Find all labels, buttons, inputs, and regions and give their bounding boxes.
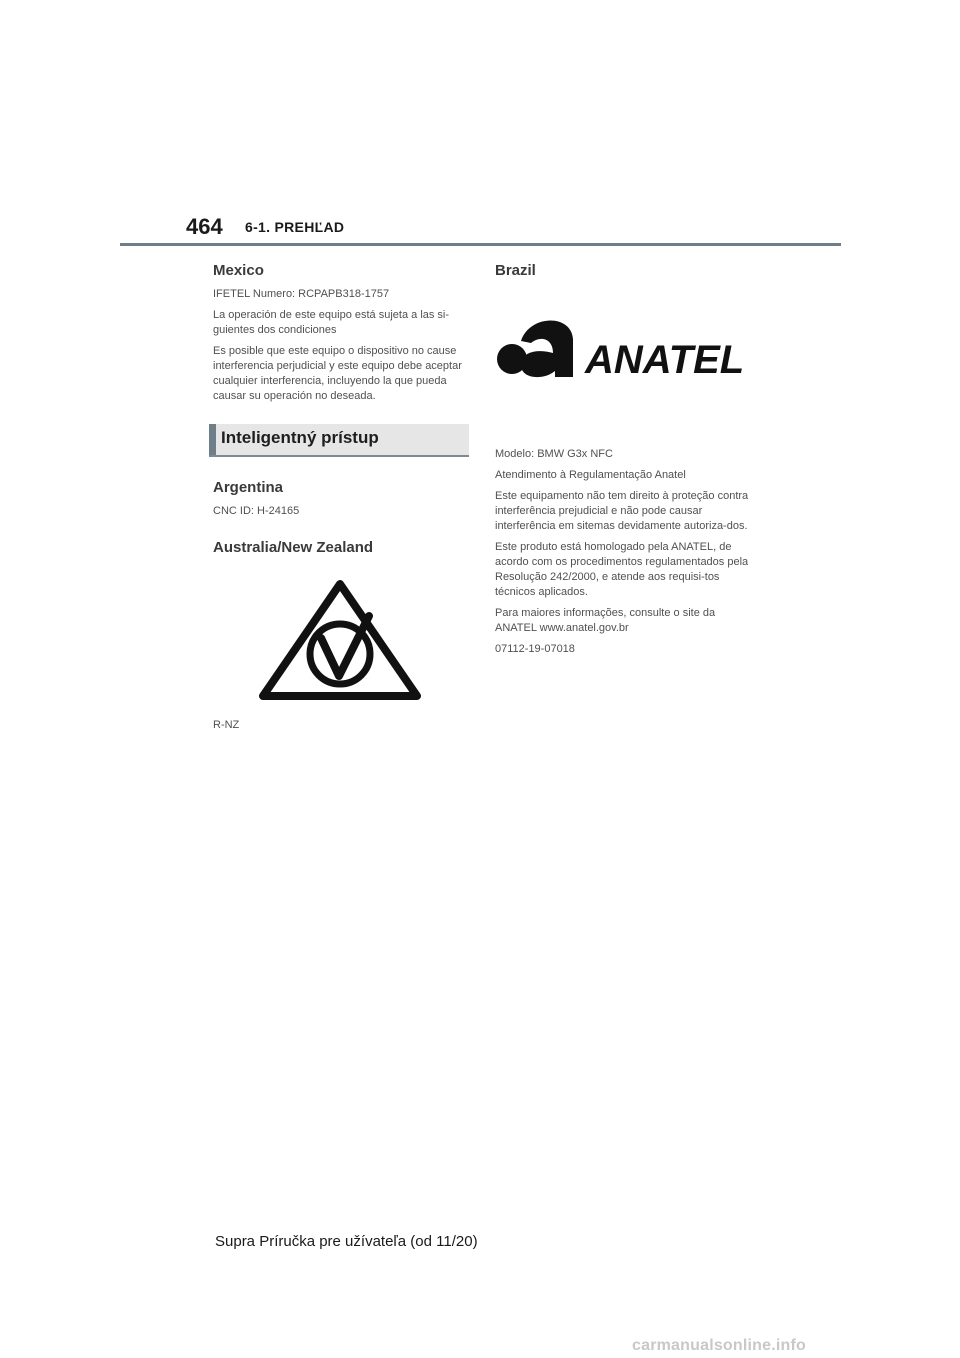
watermark: carmanualsonline.info [632,1337,807,1354]
argentina-cnc-id: CNC ID: H-24165 [213,505,300,517]
mexico-line-3: Es posible que este equipo o dispositivo no cause interferencia perjudicial y este equipo debe aceptar cualquier interferencia, incluyendo la que pueda causar su operación no deseada. [213,345,462,402]
brazil-heading: Brazil [495,262,536,279]
anatel-logo [495,311,753,381]
heading-accent [209,424,216,455]
rcm-check-icon [257,578,423,702]
left-column [213,262,469,739]
section-title: 6-1. PREHĽAD [245,219,345,235]
mexico-heading: Mexico [213,262,264,279]
footer-text: Supra Príručka pre užívateľa (od 11/20) [215,1233,478,1250]
page-number: 464 [186,214,223,239]
smart-access-heading-bar [209,424,469,457]
mexico-line-1: IFETEL Numero: RCPAPB318-1757 [213,288,390,300]
smart-access-heading: Inteligentný prístup [221,428,379,447]
rcm-logo [213,578,469,708]
anatel-logo-text: ANATEL [585,338,745,381]
argentina-heading: Argentina [213,479,284,496]
brazil-line-1: Modelo: BMW G3x NFC [495,448,613,460]
australia-caption: R-NZ [213,719,240,731]
brazil-line-3: Este equipamento não tem direito à proteção contra interferência prejudicial e não pode causar interferência em sitemas devidamente autoriza-dos. [495,490,749,532]
brazil-line-6: 07112-19-07018 [495,643,575,655]
mexico-line-2: La operación de este equipo está sujeta a las si-guientes dos condiciones [213,309,450,336]
brazil-line-5: Para maiores informações, consulte o site da ANATEL www.anatel.gov.br [495,607,716,634]
brazil-line-2: Atendimento à Regulamentação Anatel [495,469,686,481]
header-rule [120,243,841,246]
australia-heading: Australia/New Zealand [213,539,374,556]
anatel-logo-icon [495,311,753,381]
brazil-line-4: Este produto está homologado pela ANATEL, de acordo com os procedimentos regulamentados pela Resolução 242/2000, e atende aos requisi-tos técnicos aplicados. [495,541,749,598]
right-column [495,262,753,663]
